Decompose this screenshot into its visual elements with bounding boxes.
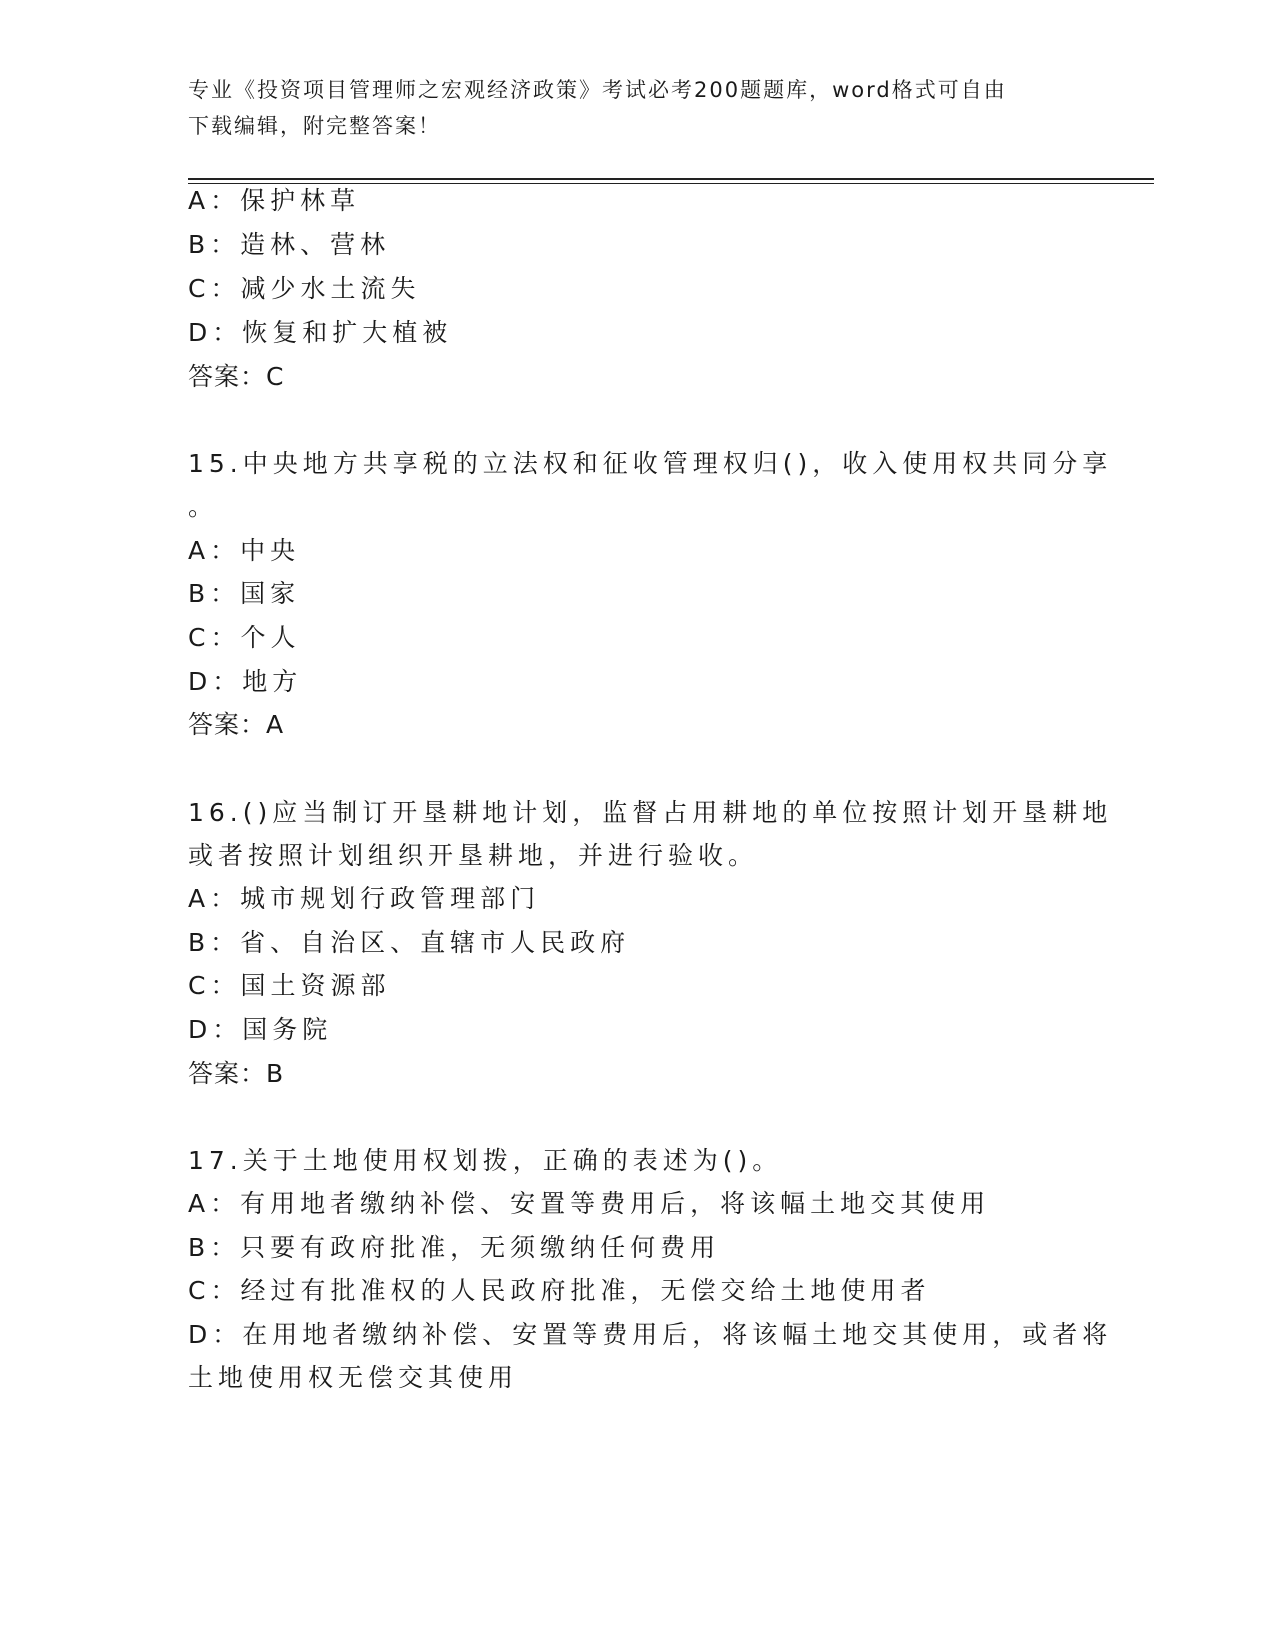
q17-option-d-line-1: D：在用地者缴纳补偿、安置等费用后，将该幅土地交其使用，或者将 <box>188 1320 1113 1349</box>
q16-stem-line-1: 16.()应当制订开垦耕地计划，监督占用耕地的单位按照计划开垦耕地 <box>188 798 1113 827</box>
q17-stem-line-1: 17.关于土地使用权划拨，正确的表述为()。 <box>188 1146 783 1175</box>
q16-option-d: D：国务院 <box>188 1015 333 1044</box>
q16-answer: 答案：B <box>188 1059 285 1088</box>
q15-option-d: D：地方 <box>188 667 303 696</box>
q15-stem-line-2: 。 <box>188 492 219 521</box>
q17-option-a: A：有用地者缴纳补偿、安置等费用后，将该幅土地交其使用 <box>188 1189 991 1218</box>
q16-option-b: B：省、自治区、直辖市人民政府 <box>188 928 631 957</box>
q15-stem-line-1: 15.中央地方共享税的立法权和征收管理权归()，收入使用权共同分享 <box>188 449 1113 478</box>
q17-option-d-line-2: 土地使用权无偿交其使用 <box>188 1363 519 1392</box>
q15-option-b: B：国家 <box>188 579 301 608</box>
q15-option-c: C：个人 <box>188 623 301 652</box>
q14-option-c: C：减少水土流失 <box>188 274 421 303</box>
q16-option-c: C：国土资源部 <box>188 971 391 1000</box>
q16-stem-line-2: 或者按照计划组织开垦耕地，并进行验收。 <box>188 841 759 870</box>
q15-option-a: A：中央 <box>188 536 301 565</box>
header-divider-thick <box>188 178 1154 180</box>
header-divider-thin <box>188 183 1154 184</box>
header-line-1: 专业《投资项目管理师之宏观经济政策》考试必考200题题库，word格式可自由 <box>188 78 1007 102</box>
document-header <box>188 72 1088 144</box>
q14-answer: 答案：C <box>188 362 285 391</box>
q14-option-b: B：造林、营林 <box>188 230 391 259</box>
q16-option-a: A：城市规划行政管理部门 <box>188 884 541 913</box>
q15-answer: 答案：A <box>188 710 285 739</box>
q17-option-b: B：只要有政府批准，无须缴纳任何费用 <box>188 1233 721 1262</box>
q17-option-c: C：经过有批准权的人民政府批准，无偿交给土地使用者 <box>188 1276 931 1305</box>
q14-option-a: A：保护林草 <box>188 186 361 215</box>
q14-option-d: D：恢复和扩大植被 <box>188 318 453 347</box>
header-line-2: 下载编辑，附完整答案！ <box>188 114 441 138</box>
